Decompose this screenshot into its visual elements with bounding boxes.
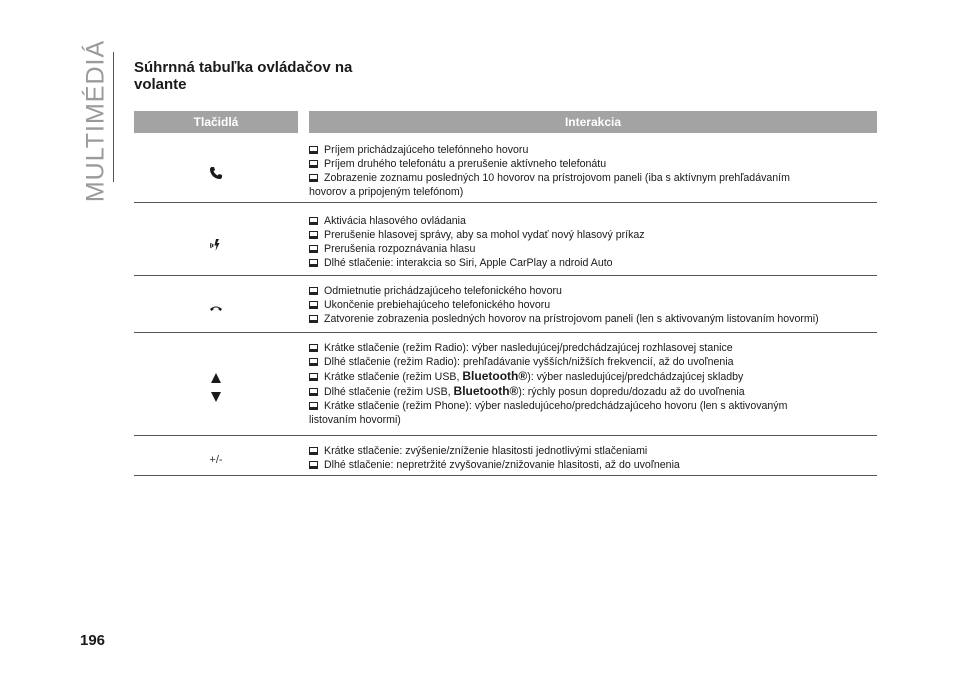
bullet-icon [309, 174, 318, 182]
table-row [134, 203, 877, 276]
list-item: Aktivácia hlasového ovládania [309, 214, 877, 228]
list-item: Príjem prichádzajúceho telefónneho hovoru [309, 143, 877, 157]
interaction-cell [298, 341, 877, 435]
bluetooth-label: Bluetooth® [453, 384, 519, 398]
interaction-cell [298, 143, 877, 202]
list-item: Dlhé stlačenie: interakcia so Siri, Apple CarPlay a ndroid Auto [309, 256, 877, 270]
list-item: Prerušenie hlasovej správy, aby sa mohol vydať nový hlasový príkaz [309, 228, 877, 242]
voice-command-icon [134, 214, 298, 275]
list-item: Krátke stlačenie (režim USB, Bluetooth®): výber nasledujúcej/predchádzajúcej skladby [309, 369, 877, 384]
bluetooth-label: Bluetooth® [462, 369, 528, 383]
bullet-icon [309, 160, 318, 168]
table-header [134, 111, 877, 133]
table-row [134, 276, 877, 333]
controls-table [134, 111, 877, 476]
heading-line-1: Súhrnná tabuľka ovládačov na [134, 59, 353, 76]
list-item: Príjem druhého telefonátu a prerušenie aktívneho telefonátu [309, 157, 877, 171]
list-item: Krátke stlačenie: zvýšenie/zníženie hlasitosti jednotlivými stlačeniami [309, 444, 877, 458]
list-item: Ukončenie prebiehajúceho telefonického hovoru [309, 298, 877, 312]
hang-up-icon [134, 284, 298, 332]
bullet-icon [309, 315, 318, 323]
table-row [134, 333, 877, 436]
section-side-title [81, 39, 110, 203]
bullet-icon [309, 146, 318, 154]
volume-plus-minus-label: +/- [209, 453, 223, 466]
list-item: Zatvorenie zobrazenia posledných hovorov na prístrojovom paneli (len s aktivovaným listovaním hovormi) [309, 312, 877, 326]
bullet-icon [309, 402, 318, 410]
page-number: 196 [80, 632, 106, 649]
page-heading [134, 59, 394, 93]
interaction-cell [298, 284, 877, 332]
list-item: Prerušenia rozpoznávania hlasu [309, 242, 877, 256]
interaction-cell [298, 444, 877, 475]
bullet-icon [309, 301, 318, 309]
list-item-continuation: hovorov a pripojeným telefónom) [309, 186, 464, 198]
list-item: Odmietnutie prichádzajúceho telefonického hovoru [309, 284, 877, 298]
list-item: Krátke stlačenie (režim Phone): výber nasledujúceho/predchádzajúceho hovoru (len s aktivovaným [309, 399, 877, 413]
list-item: Zobrazenie zoznamu posledných 10 hovorov na prístrojovom paneli (iba s aktívnym prehľadávaním [309, 171, 877, 185]
table-row [134, 133, 877, 203]
list-item-continuation: listovaním hovormi) [309, 414, 401, 426]
table-row [134, 436, 877, 476]
list-item: Dlhé stlačenie: nepretržité zvyšovanie/znižovanie hlasitosti, až do uvoľnenia [309, 458, 877, 472]
bullet-icon [309, 358, 318, 366]
side-divider [113, 52, 114, 182]
list-item: Dlhé stlačenie (režim Radio): prehľadávanie vyšších/nižších frekvencií, až do uvoľnenia [309, 355, 877, 369]
list-item: Dlhé stlačenie (režim USB, Bluetooth®): rýchly posun dopredu/dozadu až do uvoľnenia [309, 384, 877, 399]
bullet-icon [309, 373, 318, 381]
bullet-icon [309, 388, 318, 396]
heading-line-2: volante [134, 76, 187, 93]
bullet-icon [309, 259, 318, 267]
bullet-icon [309, 344, 318, 352]
bullet-icon [309, 461, 318, 469]
bullet-icon [309, 287, 318, 295]
interaction-cell [298, 214, 877, 275]
bullet-icon [309, 231, 318, 239]
up-down-arrows-icon [134, 341, 298, 435]
column-header-buttons: Tlačidlá [134, 111, 298, 133]
section-side-title-text: MULTIMÉDIÁ [81, 39, 110, 203]
phone-icon [134, 143, 298, 202]
bullet-icon [309, 217, 318, 225]
column-header-interaction: Interakcia [309, 111, 877, 133]
bullet-icon [309, 447, 318, 455]
list-item: Krátke stlačenie (režim Radio): výber nasledujúcej/predchádzajúcej rozhlasovej stanice [309, 341, 877, 355]
bullet-icon [309, 245, 318, 253]
